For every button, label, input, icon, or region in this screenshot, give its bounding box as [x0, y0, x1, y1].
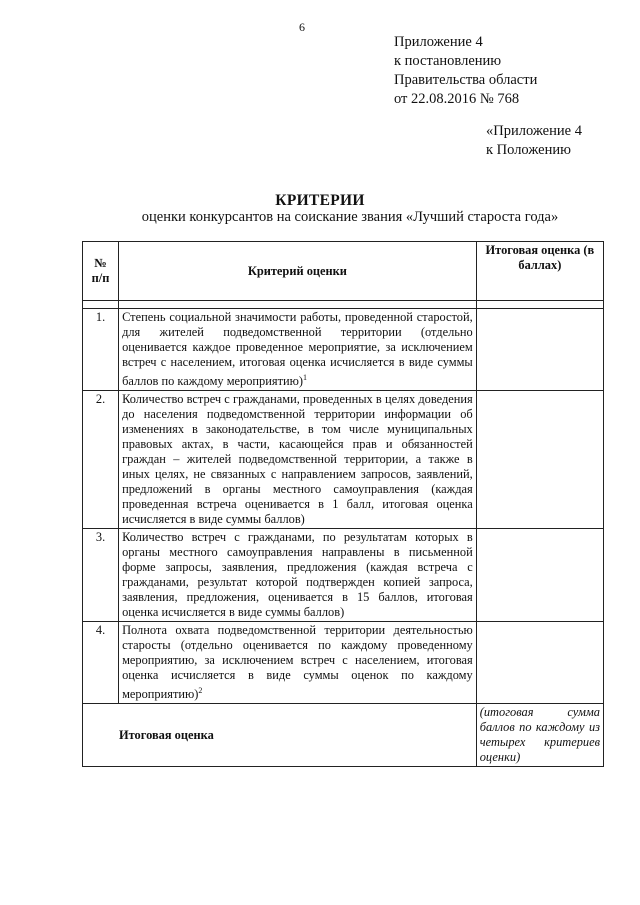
row-criterion: [119, 391, 477, 529]
appendix-regulation-block: [486, 122, 582, 160]
criteria-table: [82, 241, 604, 767]
criterion-text: Степень социальной значимости работы, проведенной старостой, для жителей подведомственной территории (отдельно оценивается каждое проведенное мероприятие, за исключением встреч с населением, итоговая оценка исчисляется в виде суммы баллов по каждому мероприятию): [122, 310, 473, 389]
table-spacer-row: [83, 301, 604, 309]
appendix-line: «Приложение 4: [486, 123, 582, 139]
spacer-cell: [476, 301, 603, 309]
row-number: 2.: [83, 391, 119, 529]
spacer-cell: [119, 301, 477, 309]
header-number-abbr: п/п: [91, 270, 110, 285]
row-score: [476, 622, 603, 704]
total-note: (итоговая сумма баллов по каждому из четырех критериев оценки): [476, 704, 603, 767]
table-row: [83, 309, 604, 391]
header-number-symbol: №: [94, 255, 107, 270]
criterion-text: Полнота охвата подведомственной территории деятельностью старосты (отдельно оценивается по каждому проведенному мероприятию, за исключением встреч с населением, итоговая оценка исчисляется в виде суммы оценок по каждому мероприятию): [122, 623, 473, 702]
spacer-cell: [83, 301, 119, 309]
row-score: [476, 309, 603, 391]
document-title: КРИТЕРИИ: [275, 192, 365, 209]
appendix-line: к Положению: [486, 142, 571, 158]
appendix-line: Правительства области: [394, 72, 538, 88]
row-number: 1.: [83, 309, 119, 391]
row-number: 4.: [83, 622, 119, 704]
footnote-mark: 1: [303, 373, 308, 382]
row-score: [476, 391, 603, 529]
header-criterion: Критерий оценки: [119, 242, 477, 301]
row-number: 3.: [83, 529, 119, 622]
table-row: [83, 391, 604, 529]
table-total-row: [83, 704, 604, 767]
row-criterion: [119, 529, 477, 622]
table-row: [83, 529, 604, 622]
row-score: [476, 529, 603, 622]
document-subtitle: оценки конкурсантов на соискание звания «Лучший староста года»: [141, 209, 559, 225]
criterion-text: Количество встреч с гражданами, по результатам которых в органы местного самоуправления направлены в письменной форме запросы, заявления, предложения (каждая встреча с гражданами, результат которой подтвержден копией запроса, заявления, предложения, оценивается в 15 баллов, итоговая оценка исчисляется в виде суммы баллов): [122, 530, 473, 620]
appendix-line: Приложение 4: [394, 34, 483, 50]
header-number: [83, 242, 119, 301]
table-row: [83, 622, 604, 704]
footnote-mark: 2: [198, 686, 203, 696]
row-criterion: [119, 622, 477, 704]
appendix-resolution-block: [394, 33, 537, 109]
row-criterion: [119, 309, 477, 391]
header-score: Итоговая оценка (в баллах): [476, 242, 603, 301]
total-label: Итоговая оценка: [83, 704, 477, 767]
appendix-line: от 22.08.2016 № 768: [394, 91, 520, 107]
page-number: 6: [299, 20, 305, 34]
appendix-line: к постановлению: [394, 53, 502, 69]
table-header-row: [83, 242, 604, 301]
criterion-text: Количество встреч с гражданами, проведенных в целях доведения до населения подведомственной территории информации об изменениях в законодательстве, в том числе муниципальных правовых актах, в части, касающейся прав и обязанностей граждан – жителей подведомственной территории, а также в иных целях, не связанных с направлением запросов, заявлений, предложений в органы местного самоуправления (каждая проведенная встреча оценивается в 1 балл, итоговая оценка исчисляется в виде суммы баллов): [122, 392, 473, 527]
